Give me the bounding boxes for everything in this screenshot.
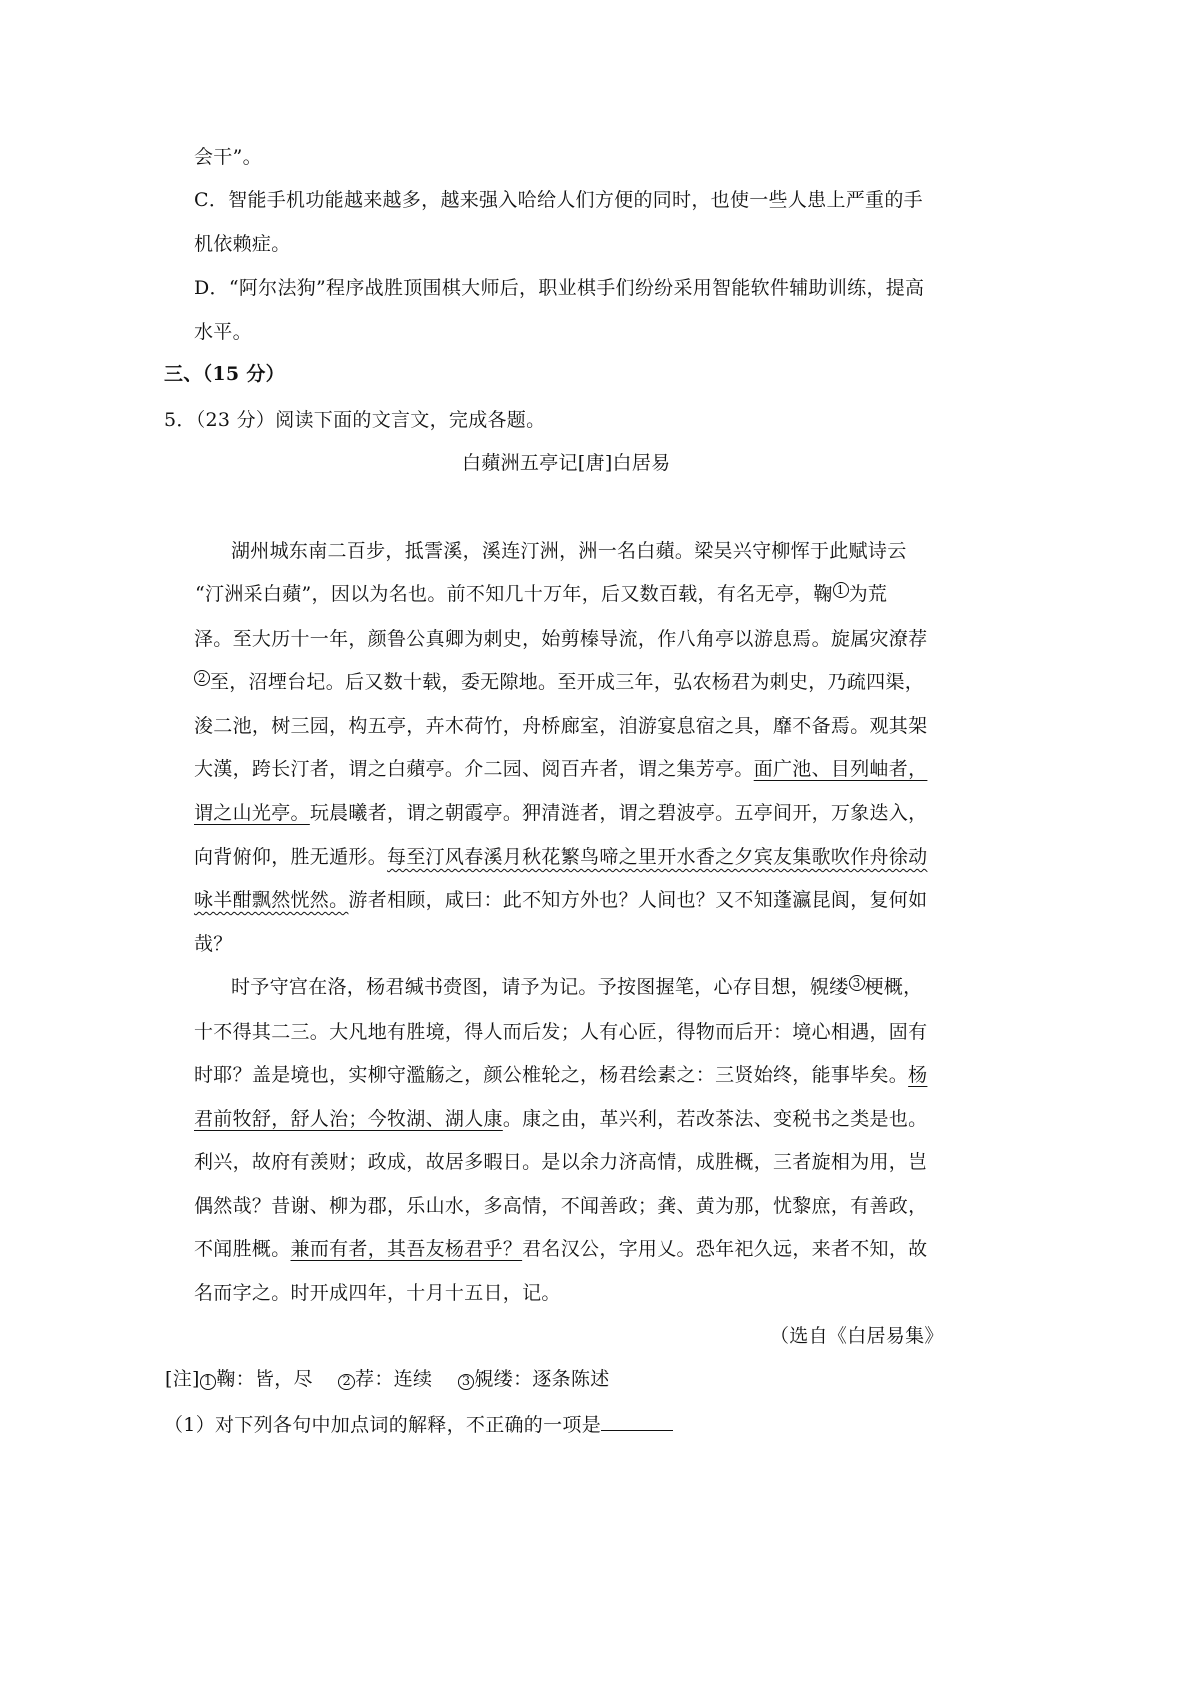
text-span: 荐：连续 [355,1368,452,1390]
underlined-sentence: 君前牧舒，舒人治；今牧湖、湖人康 [194,1108,503,1130]
question-5-stem: 5．（23 分）阅读下面的文言文，完成各题。 [164,409,546,431]
passage-line [194,1063,927,1087]
passage-line [194,1237,927,1261]
passage-line: 名而字之。时开成四年，十月十五日，记。 [194,1282,561,1304]
text-span: 覙缕：逐条陈述 [474,1368,610,1390]
passage-title: 白蘋洲五亭记[唐]白居易 [462,452,671,474]
passage-line [194,801,927,825]
passage-line: 偶然哉？昔谢、柳为郡，乐山水，多高情，不闻善政；龚、黄为那，忧黎庶，有善政， [194,1195,928,1217]
text-span: 游者相顾，咸曰：此不知方外也？人间也？又不知蓬瀛昆阆，复何如 [348,889,928,911]
footnote-marker: 3 [458,1374,475,1390]
option-d: D．“阿尔法狗”程序战胜顶围棋大师后，职业棋手们纷纷采用智能软件辅助训练，提高 [194,277,925,299]
passage-line: 泽。至大历十一年，颜鲁公真卿为刺史，始剪榛导流，作八角亭以游息焉。旋属灾潦荐 [194,628,928,650]
passage-line [195,582,887,606]
text-span: 至，沼堙台圮。后又数十载，委无隙地。至开成三年，弘农杨君为刺史，乃疏四渠， [209,671,925,693]
underlined-sentence: 杨 [908,1064,928,1086]
text-span: 为荒 [848,583,888,605]
option-c: C．智能手机功能越来越多，越来强入哈给人们方便的同时，也使一些人患上严重的手 [194,189,923,211]
passage-line [231,975,922,999]
underlined-sentence: 兼而有者，其吾友杨君乎？ [290,1238,523,1260]
text-span: 大漢，跨长汀者，谓之白蘋亭。介二园、阅百卉者，谓之集芳亭。 [194,758,754,780]
passage-line [194,1107,927,1131]
text-span: 不闻胜概。 [194,1238,291,1260]
text-span: 向背俯仰，胜无遁形。 [194,846,388,868]
option-c-continuation: 机依赖症。 [194,233,291,255]
passage-line [194,845,927,869]
passage-line [194,670,924,694]
footnote-marker: 1 [200,1374,217,1390]
subquestion-1 [164,1412,673,1437]
text-span: 时耶？盖是境也，实柳守濫觞之，颜公椎轮之，杨君绘素之：三贤始终，能事毕矣。 [194,1064,909,1086]
wavy-underlined-sentence: 咏半酣飘然恍然。 [194,889,349,911]
answer-blank[interactable] [601,1412,673,1431]
annotation-notes [165,1367,610,1391]
text-span: 君名汉公，字用乂。恐年祀久远，来者不知，故 [522,1238,928,1260]
passage-line: 湖州城东南二百步，抵霅溪，溪连汀洲，洲一名白蘋。梁吴兴守柳恽于此赋诗云 [231,540,907,562]
text-span: （1）对下列各句中加点词的解释，不正确的一项是 [164,1414,601,1436]
footnote-marker: 2 [338,1374,355,1390]
passage-line [194,757,927,781]
passage-line [194,888,927,912]
passage-line: 哉？ [194,933,233,955]
section-heading: 三、（15 分） [164,363,285,385]
text-span: 鞠：皆，尽 [216,1368,333,1390]
underlined-sentence: 面广池、目列岫者， [753,758,928,780]
footnote-marker: 1 [833,582,849,598]
passage-source: （选自《白居易集》 [770,1325,944,1347]
passage-line: 浚二池，树三园，构五亭，卉木荷竹，舟桥廊室，洎游宴息宿之具，靡不备焉。观其架 [194,715,928,737]
text-span: “汀洲采白蘋”，因以为名也。前不知几十万年，后又数百载，有名无亭，鞠 [195,583,833,605]
footnote-marker: 2 [194,670,210,686]
text-span: 玩晨曦者，谓之朝霞亭。狎清涟者，谓之碧波亭。五亭间开，万象迭入， [309,802,928,824]
text-span: 梗概， [864,976,923,998]
text-span: [注] [165,1368,200,1390]
text-span: 时予守宫在洛，杨君缄书赍图，请予为记。予按图握笔，心存目想，覙缕 [231,976,849,998]
passage-line: 十不得其二三。大凡地有胜境，得人而后发；人有心匠，得物而后开：境心相遇，固有 [194,1021,928,1043]
wavy-underlined-sentence: 每至汀风春溪月秋花繁鸟啼之里开水香之夕宾友集歌吹作舟徐动 [387,846,928,868]
underlined-sentence: 谓之山光亭。 [194,802,310,824]
passage-line: 利兴，故府有羡财；政成，故居多暇日。是以余力济高情，成胜概，三者旋相为用，岂 [194,1151,928,1173]
option-d-continuation: 水平。 [194,321,252,343]
option-b-continuation: 会干”。 [194,146,262,168]
footnote-marker: 3 [849,975,865,991]
text-span: 。康之由，革兴利，若改茶法、变税书之类是也。 [502,1108,928,1130]
